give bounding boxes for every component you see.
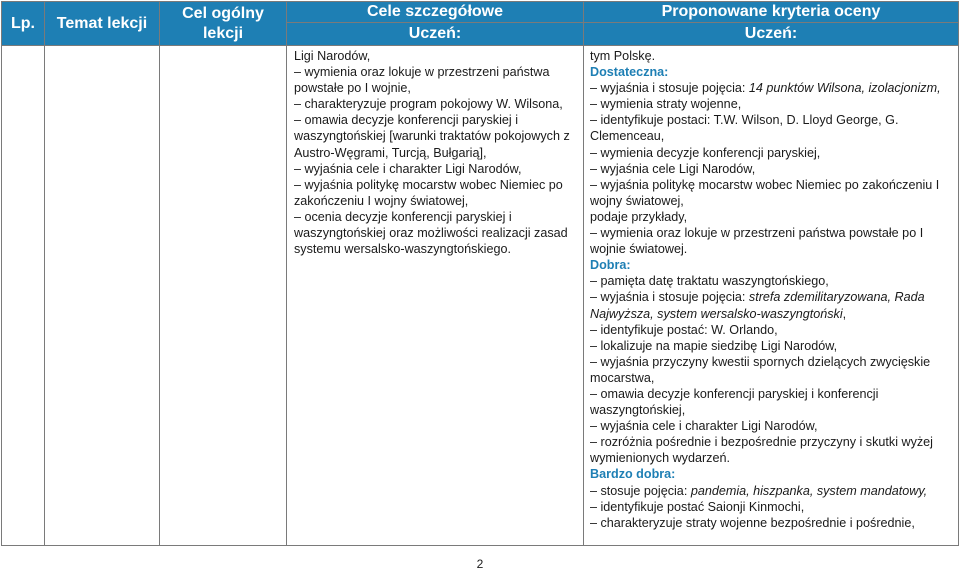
header-specific-sub: Uczeń: xyxy=(287,23,584,46)
criteria-line: wojny światowej, xyxy=(590,193,684,208)
specific-line: powstałe po I wojnie, xyxy=(294,81,411,96)
criteria-line xyxy=(590,80,954,96)
criteria-line: mocarstwa, xyxy=(590,370,655,385)
criteria-line: – wyjaśnia cele i charakter Ligi Narodów, xyxy=(590,419,818,434)
header-goal-line2: lekcji xyxy=(202,24,244,42)
criteria-text: , xyxy=(842,306,847,321)
specific-line: – wymienia oraz lokuje w przestrzeni państwa xyxy=(294,65,550,80)
page-number: 2 xyxy=(476,557,484,571)
criteria-line: – wyjaśnia przyczyny kwestii spornych dzielących zwycięskie xyxy=(590,354,931,369)
grade-label-dostateczna: Dostateczna: xyxy=(590,65,669,80)
cell-lp xyxy=(2,46,45,546)
criteria-line: wojnie światowej. xyxy=(590,242,688,257)
criteria-line xyxy=(590,289,954,305)
cell-topic xyxy=(45,46,160,546)
criteria-line: Clemenceau, xyxy=(590,129,665,144)
criteria-text: – wyjaśnia i stosuje pojęcia: xyxy=(590,81,749,96)
criteria-line: – identyfikuje postać: W. Orlando, xyxy=(590,322,778,337)
criteria-line: – rozróżnia pośrednie i bezpośrednie przyczyny i skutki wyżej xyxy=(590,435,933,450)
cell-criteria xyxy=(584,46,959,546)
criteria-term: pandemia, hiszpanka, system mandatowy, xyxy=(690,483,928,498)
specific-line: Ligi Narodów, xyxy=(294,49,371,63)
criteria-line: wymienionych wydarzeń. xyxy=(590,451,730,466)
criteria-line: – pamięta datę traktatu waszyngtońskiego, xyxy=(590,274,829,289)
criteria-term: Najwyższa, system wersalsko-waszyngtoński xyxy=(590,306,843,321)
criteria-line: – wymienia decyzje konferencji paryskiej, xyxy=(590,145,821,160)
criteria-line: – identyfikuje postaci: T.W. Wilson, D. Lloyd George, G. xyxy=(590,113,899,128)
specific-line: Austro-Węgrami, Turcją, Bułgarią], xyxy=(294,145,487,160)
criteria-line: – wymienia straty wojenne, xyxy=(590,97,742,112)
specific-line: systemu wersalsko-waszyngtońskiego. xyxy=(294,242,511,257)
criteria-term: strefa zdemilitaryzowana, Rada xyxy=(748,290,925,305)
criteria-line: – wyjaśnia cele Ligi Narodów, xyxy=(590,161,756,176)
lesson-plan-table xyxy=(1,1,959,546)
criteria-line: – charakteryzuje straty wojenne bezpośrednie i pośrednie, xyxy=(590,515,915,530)
header-criteria-sub: Uczeń: xyxy=(584,23,959,46)
criteria-line xyxy=(590,483,954,499)
specific-line: – ocenia decyzje konferencji paryskiej i xyxy=(294,209,512,224)
specific-line: – wyjaśnia politykę mocarstw wobec Niemiec po xyxy=(294,177,563,192)
criteria-line: – omawia decyzje konferencji paryskiej i konferencji xyxy=(590,386,879,401)
specific-line: – charakteryzuje program pokojowy W. Wilsona, xyxy=(294,97,563,112)
criteria-line: waszyngtońskiej, xyxy=(590,403,686,418)
criteria-term: 14 punktów Wilsona, izolacjonizm, xyxy=(748,81,941,96)
specific-line: waszyngtońskiej [warunki traktatów pokojowych z xyxy=(294,129,570,144)
header-criteria: Proponowane kryteria oceny xyxy=(584,2,959,23)
header-goal-line1: Cel ogólny xyxy=(182,4,264,22)
criteria-text: – wyjaśnia i stosuje pojęcia: xyxy=(590,290,749,305)
specific-line: waszyngtońskiej oraz możliwości realizacji zasad xyxy=(294,226,568,241)
specific-line: zakończeniu I wojny światowej, xyxy=(294,193,469,208)
criteria-line: – lokalizuje na mapie siedzibę Ligi Narodów, xyxy=(590,338,838,353)
header-lp: Lp. xyxy=(2,2,45,46)
criteria-line: podaje przykłady, xyxy=(590,209,688,224)
cell-specific-goals xyxy=(287,46,584,546)
criteria-line: tym Polskę. xyxy=(590,49,656,63)
cell-goal xyxy=(160,46,287,546)
criteria-line: – wyjaśnia politykę mocarstw wobec Niemiec po zakończeniu I xyxy=(590,177,940,192)
grade-label-bardzo-dobra: Bardzo dobra: xyxy=(590,467,676,482)
criteria-text: – stosuje pojęcia: xyxy=(590,483,691,498)
specific-line: – wyjaśnia cele i charakter Ligi Narodów, xyxy=(294,161,522,176)
header-specific: Cele szczegółowe xyxy=(287,2,584,23)
header-topic: Temat lekcji xyxy=(45,2,160,46)
specific-line: – omawia decyzje konferencji paryskiej i xyxy=(294,113,518,128)
header-goal xyxy=(160,2,287,46)
criteria-line: – identyfikuje postać Saionji Kinmochi, xyxy=(590,499,805,514)
grade-label-dobra: Dobra: xyxy=(590,258,631,273)
criteria-line xyxy=(590,306,954,322)
criteria-line: – wymienia oraz lokuje w przestrzeni państwa powstałe po I xyxy=(590,226,924,241)
